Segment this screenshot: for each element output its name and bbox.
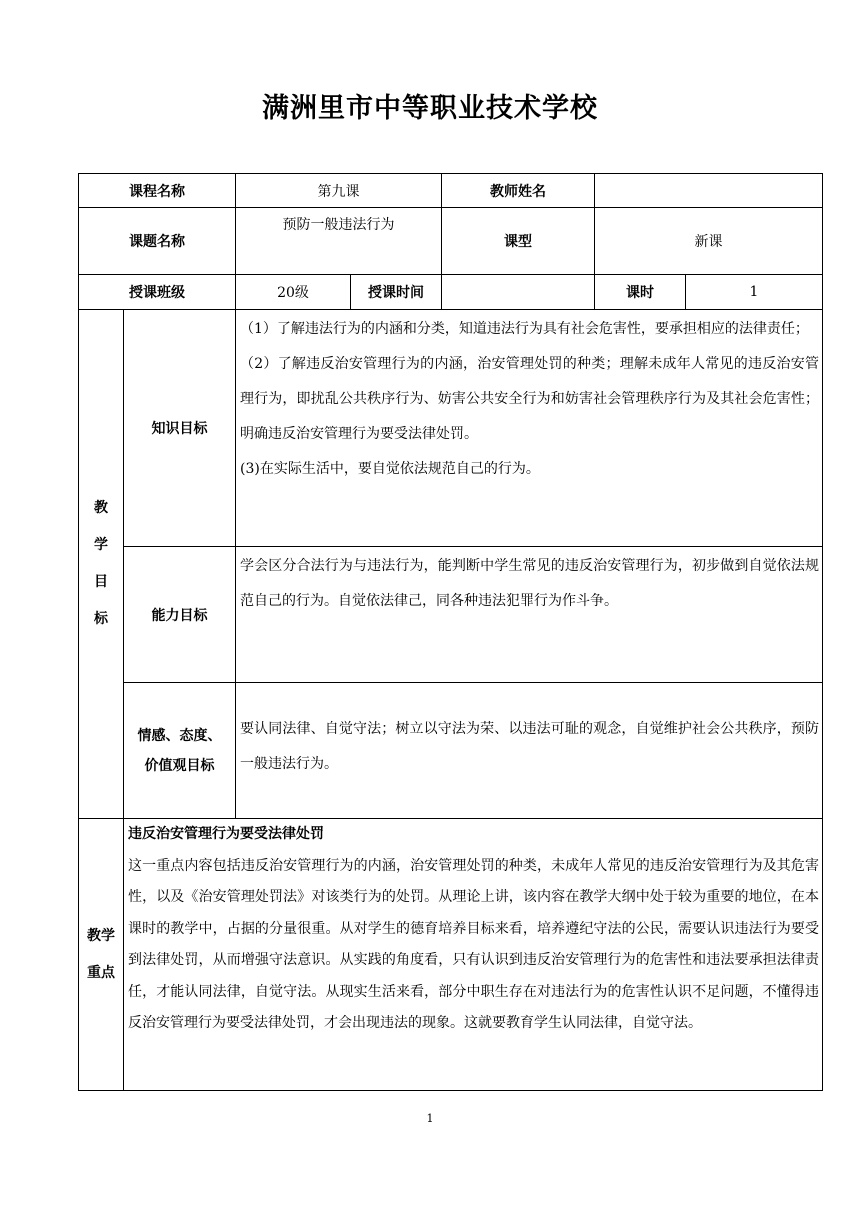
page-number: 1 [426, 1112, 434, 1125]
knowledge-objective-label: 知识目标 [124, 310, 236, 547]
key-points-row [79, 819, 823, 1091]
key-points-content [124, 819, 823, 1091]
lesson-type-value: 新课 [595, 208, 823, 275]
topic-name-label: 课题名称 [79, 208, 236, 275]
topic-name-value: 预防一般违法行为 [236, 208, 442, 275]
course-name-label: 课程名称 [79, 174, 236, 208]
lesson-type-label: 课型 [442, 208, 595, 275]
class-row [79, 275, 823, 310]
class-value: 20级 [236, 275, 351, 310]
knowledge-objective-text: （1）了解违法行为的内涵和分类，知道违法行为具有社会危害性，要承担相应的法律责任； （2）了解违反治安管理行为的内涵，治安管理处罚的种类；理解未成年人常见的违反治安管理行为，即扰乱公共秩序行为、妨害公共安全行为和妨害社会管理秩序行为及其社会危害性；明确违反治安管理行为要受法律处罚。 (3)在实际生活中，要自觉依法规范自己的行为。 [236, 310, 823, 547]
attitude-objective-label: 情感、态度、 价值观目标 [124, 683, 236, 819]
attitude-objective-row [79, 683, 823, 819]
class-time-value [442, 275, 595, 310]
key-points-label: 教学 重点 [79, 819, 124, 1091]
class-hours-label: 课时 [595, 275, 686, 310]
ability-objective-row [79, 547, 823, 683]
key-points-text: 这一重点内容包括违反治安管理行为的内涵，治安管理处罚的种类，未成年人常见的违反治安管理行为及其危害性，以及《治安管理处罚法》对该类行为的处罚。从理论上讲，该内容在教学大纲中处于较为重要的地位，在本课时的教学中，占据的分量很重。从对学生的德育培养目标来看，培养遵纪守法的公民，需要认识违法行为要受到法律处罚，从而增强守法意识。从实践的角度看，只有认识到违反治安管理行为的危害性和违法要承担法律责任，才能认同法律，自觉守法。从现实生活来看，部分中职生存在对违法行为的危害性认识不足问题，不懂得违反治安管理行为要受法律处罚，才会出现违法的现象。这就要教育学生认同法律，自觉守法。 [128, 857, 819, 1031]
course-row [79, 174, 823, 208]
ability-objective-label: 能力目标 [124, 547, 236, 683]
class-label: 授课班级 [79, 275, 236, 310]
class-time-label: 授课时间 [351, 275, 442, 310]
page-title: 满洲里市中等职业技术学校 [262, 93, 598, 124]
knowledge-objective-row [79, 310, 823, 547]
ability-objective-text: 学会区分合法行为与违法行为，能判断中学生常见的违反治安管理行为，初步做到自觉依法规范自己的行为。自觉依法律己，同各种违法犯罪行为作斗争。 [236, 547, 823, 683]
attitude-objective-text: 要认同法律、自觉守法；树立以守法为荣、以违法可耻的观念，自觉维护社会公共秩序，预防一般违法行为。 [236, 683, 823, 819]
course-name-value: 第九课 [236, 174, 442, 208]
key-points-heading: 违反治安管理行为要受法律处罚 [128, 826, 324, 842]
teaching-objectives-label: 教 学 目 标 [79, 310, 124, 819]
class-hours-value: 1 [686, 275, 823, 310]
teacher-name-value [595, 174, 823, 208]
topic-row [79, 208, 823, 275]
teacher-name-label: 教师姓名 [442, 174, 595, 208]
lesson-plan-table [78, 173, 823, 1091]
